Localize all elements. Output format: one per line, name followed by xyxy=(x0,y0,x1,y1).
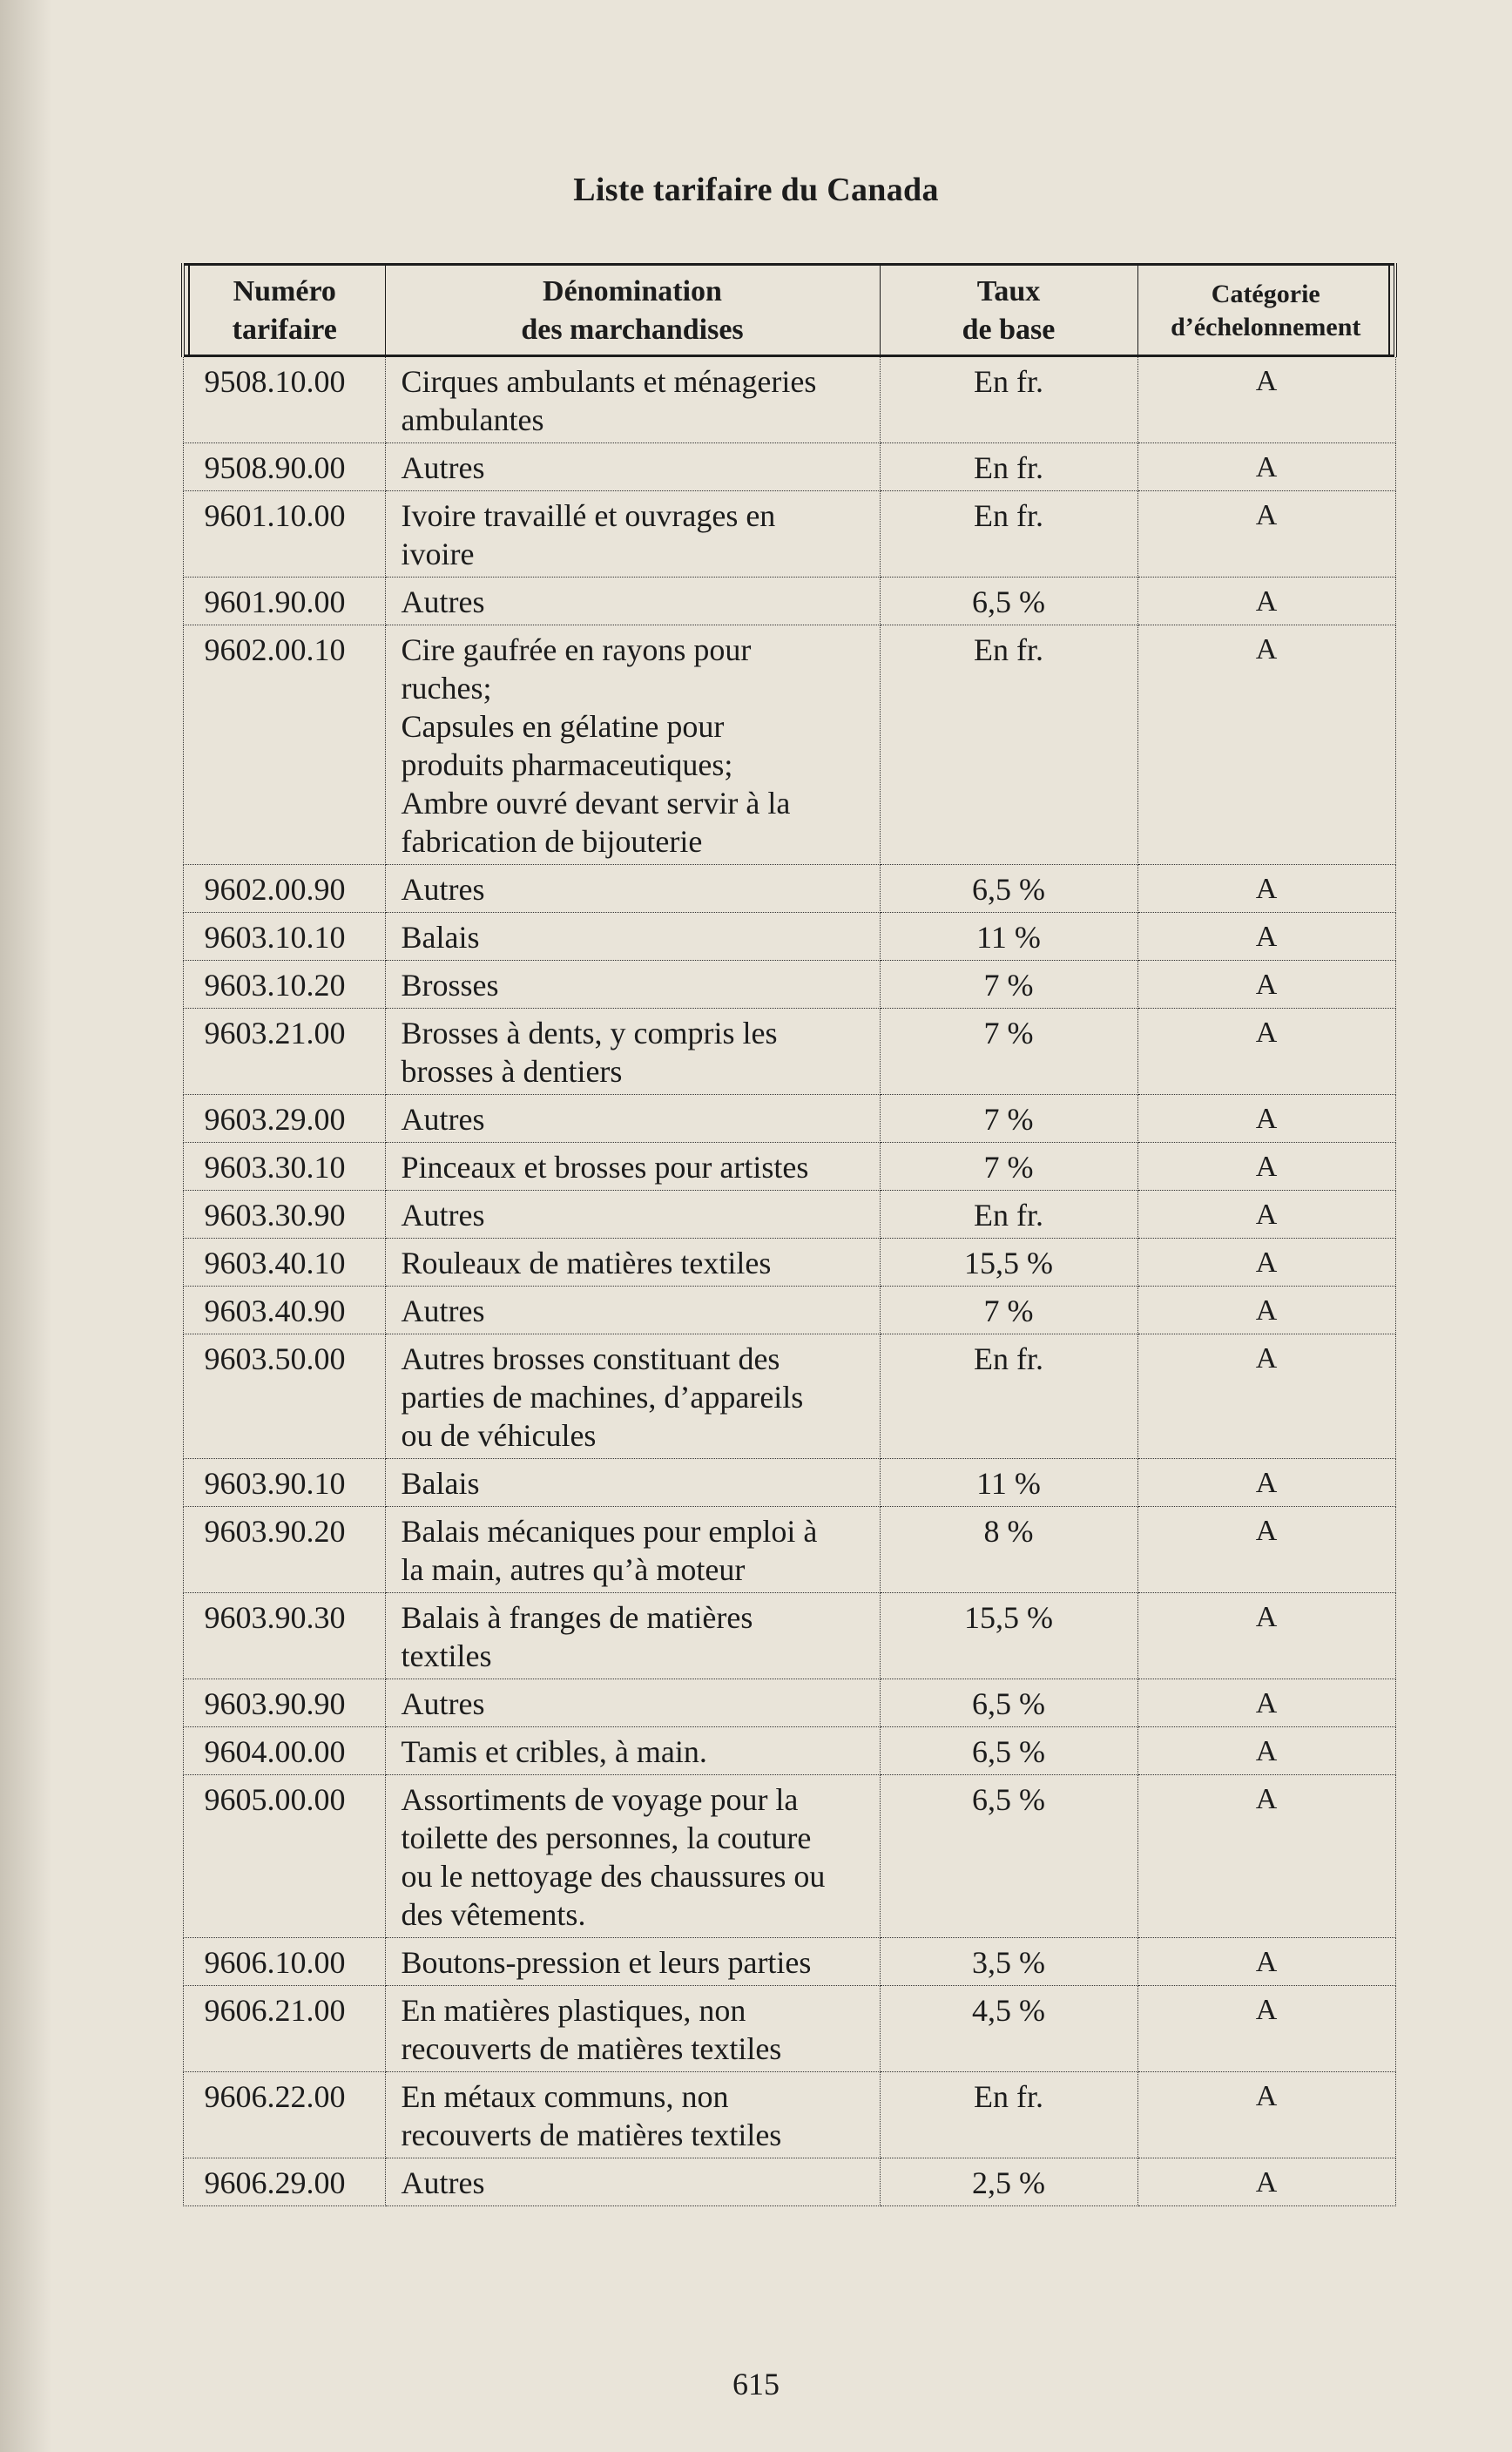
table-row xyxy=(183,491,1395,578)
staging-category-cell: A xyxy=(1137,1593,1395,1679)
description-cell xyxy=(385,443,880,491)
description-line: Autres brosses constituant des xyxy=(401,1341,780,1376)
table-row xyxy=(183,578,1395,625)
description-line: Pinceaux et brosses pour artistes xyxy=(401,1150,809,1185)
description-cell xyxy=(385,1239,880,1287)
table-row xyxy=(183,1095,1395,1143)
header-code xyxy=(183,265,385,356)
base-rate-cell: 7 % xyxy=(880,1287,1137,1334)
table-row xyxy=(183,961,1395,1009)
header-code-line: tarifaire xyxy=(232,314,337,346)
staging-category-cell: A xyxy=(1137,1679,1395,1727)
description-line: Autres xyxy=(401,1198,485,1233)
description-cell xyxy=(385,1191,880,1239)
base-rate-cell: 6,5 % xyxy=(880,1727,1137,1775)
table-header-row xyxy=(183,265,1395,356)
base-rate-cell: 7 % xyxy=(880,1009,1137,1095)
description-line: toilette des personnes, la couture xyxy=(401,1820,812,1855)
description-line: fabrication de bijouterie xyxy=(401,824,703,859)
staging-category-cell: A xyxy=(1137,578,1395,625)
description-line: Ivoire travaillé et ouvrages en xyxy=(401,498,776,533)
tariff-code-cell: 9606.10.00 xyxy=(183,1938,385,1986)
description-cell xyxy=(385,625,880,865)
page-title: Liste tarifaire du Canada xyxy=(573,172,939,208)
description-line: ivoire xyxy=(401,537,475,571)
table-row xyxy=(183,625,1395,865)
base-rate-cell: 11 % xyxy=(880,913,1137,961)
table-row xyxy=(183,1727,1395,1775)
tariff-code-cell: 9603.90.20 xyxy=(183,1507,385,1593)
tariff-code-cell: 9602.00.90 xyxy=(183,865,385,913)
header-description-line: des marchandises xyxy=(521,314,744,346)
table-header xyxy=(183,265,1395,356)
staging-category-cell: A xyxy=(1137,1191,1395,1239)
description-cell xyxy=(385,1593,880,1679)
description-line: Balais mécaniques pour emploi à xyxy=(401,1514,818,1549)
description-line: la main, autres qu’à moteur xyxy=(401,1552,746,1587)
tariff-code-cell: 9508.10.00 xyxy=(183,356,385,443)
tariff-code-cell: 9603.90.30 xyxy=(183,1593,385,1679)
tariff-code-cell: 9508.90.00 xyxy=(183,443,385,491)
description-line: En métaux communs, non xyxy=(401,2079,729,2114)
tariff-code-cell: 9603.90.90 xyxy=(183,1679,385,1727)
staging-category-cell: A xyxy=(1137,1459,1395,1507)
description-line: Tamis et cribles, à main. xyxy=(401,1734,707,1769)
description-cell xyxy=(385,865,880,913)
base-rate-cell: 2,5 % xyxy=(880,2158,1137,2206)
description-line: Autres xyxy=(401,2165,485,2200)
header-description-line: Dénomination xyxy=(543,275,722,307)
description-cell xyxy=(385,1009,880,1095)
description-cell xyxy=(385,1287,880,1334)
tariff-code-cell: 9603.50.00 xyxy=(183,1334,385,1459)
base-rate-cell: 15,5 % xyxy=(880,1239,1137,1287)
base-rate-cell: En fr. xyxy=(880,1334,1137,1459)
tariff-code-cell: 9606.21.00 xyxy=(183,1986,385,2072)
description-line: ambulantes xyxy=(401,402,544,437)
description-line: ou le nettoyage des chaussures ou xyxy=(401,1859,826,1894)
description-line: recouverts de matières textiles xyxy=(401,2031,782,2066)
description-line: ruches; xyxy=(401,671,492,706)
staging-category-cell: A xyxy=(1137,1727,1395,1775)
tariff-code-cell: 9603.40.10 xyxy=(183,1239,385,1287)
base-rate-cell: 7 % xyxy=(880,1095,1137,1143)
table-row xyxy=(183,1334,1395,1459)
tariff-code-cell: 9606.22.00 xyxy=(183,2072,385,2158)
header-rate xyxy=(880,265,1137,356)
description-cell xyxy=(385,913,880,961)
table-row xyxy=(183,1679,1395,1727)
staging-category-cell: A xyxy=(1137,1095,1395,1143)
table-row xyxy=(183,356,1395,443)
table-row xyxy=(183,865,1395,913)
page-number: 615 xyxy=(732,2367,780,2401)
base-rate-cell: 6,5 % xyxy=(880,1775,1137,1938)
description-cell xyxy=(385,2072,880,2158)
description-cell xyxy=(385,578,880,625)
header-category-line: Catégorie xyxy=(1211,280,1320,308)
description-cell xyxy=(385,1727,880,1775)
description-cell xyxy=(385,356,880,443)
description-line: Cirques ambulants et ménageries xyxy=(401,364,817,399)
staging-category-cell: A xyxy=(1137,1938,1395,1986)
description-line: Boutons-pression et leurs parties xyxy=(401,1945,812,1980)
table-body xyxy=(183,356,1395,2206)
tariff-code-cell: 9603.10.10 xyxy=(183,913,385,961)
staging-category-cell: A xyxy=(1137,2072,1395,2158)
staging-category-cell: A xyxy=(1137,625,1395,865)
tariff-code-cell: 9603.30.10 xyxy=(183,1143,385,1191)
base-rate-cell: En fr. xyxy=(880,2072,1137,2158)
tariff-code-cell: 9603.21.00 xyxy=(183,1009,385,1095)
table-row xyxy=(183,1986,1395,2072)
staging-category-cell: A xyxy=(1137,2158,1395,2206)
header-description xyxy=(385,265,880,356)
description-line: produits pharmaceutiques; xyxy=(401,747,733,782)
table-row xyxy=(183,1287,1395,1334)
description-cell xyxy=(385,2158,880,2206)
description-cell xyxy=(385,1459,880,1507)
description-line: Rouleaux de matières textiles xyxy=(401,1246,772,1280)
staging-category-cell: A xyxy=(1137,491,1395,578)
description-line: Cire gaufrée en rayons pour xyxy=(401,632,752,667)
staging-category-cell: A xyxy=(1137,913,1395,961)
description-line: Balais xyxy=(401,920,480,955)
base-rate-cell: En fr. xyxy=(880,625,1137,865)
description-line: Autres xyxy=(401,584,485,619)
table-row xyxy=(183,1507,1395,1593)
tariff-table xyxy=(181,263,1397,2206)
description-line: Capsules en gélatine pour xyxy=(401,709,725,744)
base-rate-cell: 7 % xyxy=(880,1143,1137,1191)
description-cell xyxy=(385,1679,880,1727)
base-rate-cell: 4,5 % xyxy=(880,1986,1137,2072)
description-line: Autres xyxy=(401,872,485,907)
table-row xyxy=(183,1593,1395,1679)
description-line: textiles xyxy=(401,1638,492,1673)
tariff-code-cell: 9604.00.00 xyxy=(183,1727,385,1775)
description-line: Brosses xyxy=(401,968,499,1003)
table-row xyxy=(183,1459,1395,1507)
header-code-line: Numéro xyxy=(233,275,336,307)
tariff-code-cell: 9606.29.00 xyxy=(183,2158,385,2206)
description-cell xyxy=(385,1986,880,2072)
tariff-code-cell: 9603.29.00 xyxy=(183,1095,385,1143)
description-cell xyxy=(385,1507,880,1593)
tariff-code-cell: 9601.10.00 xyxy=(183,491,385,578)
table-row xyxy=(183,1009,1395,1095)
tariff-code-cell: 9602.00.10 xyxy=(183,625,385,865)
description-cell xyxy=(385,1095,880,1143)
tariff-code-cell: 9603.90.10 xyxy=(183,1459,385,1507)
staging-category-cell: A xyxy=(1137,1009,1395,1095)
base-rate-cell: 15,5 % xyxy=(880,1593,1137,1679)
table-row xyxy=(183,1143,1395,1191)
description-line: Assortiments de voyage pour la xyxy=(401,1782,799,1817)
description-cell xyxy=(385,1938,880,1986)
description-line: parties de machines, d’appareils xyxy=(401,1380,804,1415)
base-rate-cell: En fr. xyxy=(880,1191,1137,1239)
base-rate-cell: En fr. xyxy=(880,491,1137,578)
base-rate-cell: En fr. xyxy=(880,356,1137,443)
description-line: recouverts de matières textiles xyxy=(401,2118,782,2152)
staging-category-cell: A xyxy=(1137,1507,1395,1593)
page-gutter-shadow xyxy=(0,0,52,2452)
description-line: Autres xyxy=(401,450,485,485)
header-rate-line: de base xyxy=(962,314,1056,346)
description-line: Autres xyxy=(401,1102,485,1137)
tariff-code-cell: 9605.00.00 xyxy=(183,1775,385,1938)
base-rate-cell: 6,5 % xyxy=(880,865,1137,913)
tariff-code-cell: 9603.40.90 xyxy=(183,1287,385,1334)
table-row xyxy=(183,2158,1395,2206)
description-line: Balais à franges de matières xyxy=(401,1600,753,1635)
table-row xyxy=(183,443,1395,491)
description-line: Autres xyxy=(401,1686,485,1721)
description-line: des vêtements. xyxy=(401,1897,586,1932)
description-line: Brosses à dents, y compris les xyxy=(401,1016,778,1050)
description-cell xyxy=(385,491,880,578)
header-category xyxy=(1137,265,1395,356)
table-row xyxy=(183,1239,1395,1287)
staging-category-cell: A xyxy=(1137,1143,1395,1191)
description-cell xyxy=(385,961,880,1009)
description-line: ou de véhicules xyxy=(401,1418,597,1453)
description-cell xyxy=(385,1775,880,1938)
base-rate-cell: 3,5 % xyxy=(880,1938,1137,1986)
tariff-code-cell: 9601.90.00 xyxy=(183,578,385,625)
staging-category-cell: A xyxy=(1137,1334,1395,1459)
description-line: brosses à dentiers xyxy=(401,1054,623,1089)
description-line: Ambre ouvré devant servir à la xyxy=(401,786,791,821)
description-cell xyxy=(385,1143,880,1191)
staging-category-cell: A xyxy=(1137,865,1395,913)
description-line: Balais xyxy=(401,1466,480,1501)
base-rate-cell: 6,5 % xyxy=(880,578,1137,625)
header-rate-line: Taux xyxy=(976,275,1041,307)
description-cell xyxy=(385,1334,880,1459)
base-rate-cell: 6,5 % xyxy=(880,1679,1137,1727)
staging-category-cell: A xyxy=(1137,443,1395,491)
table-row xyxy=(183,1775,1395,1938)
staging-category-cell: A xyxy=(1137,961,1395,1009)
staging-category-cell: A xyxy=(1137,1239,1395,1287)
base-rate-cell: 7 % xyxy=(880,961,1137,1009)
table-row xyxy=(183,1938,1395,1986)
base-rate-cell: 11 % xyxy=(880,1459,1137,1507)
staging-category-cell: A xyxy=(1137,1775,1395,1938)
table-row xyxy=(183,913,1395,961)
table-row xyxy=(183,2072,1395,2158)
staging-category-cell: A xyxy=(1137,356,1395,443)
tariff-code-cell: 9603.10.20 xyxy=(183,961,385,1009)
staging-category-cell: A xyxy=(1137,1287,1395,1334)
description-line: Autres xyxy=(401,1294,485,1328)
table-row xyxy=(183,1191,1395,1239)
base-rate-cell: 8 % xyxy=(880,1507,1137,1593)
staging-category-cell: A xyxy=(1137,1986,1395,2072)
base-rate-cell: En fr. xyxy=(880,443,1137,491)
header-category-line: d’échelonnement xyxy=(1171,313,1361,341)
tariff-code-cell: 9603.30.90 xyxy=(183,1191,385,1239)
description-line: En matières plastiques, non xyxy=(401,1993,746,2028)
